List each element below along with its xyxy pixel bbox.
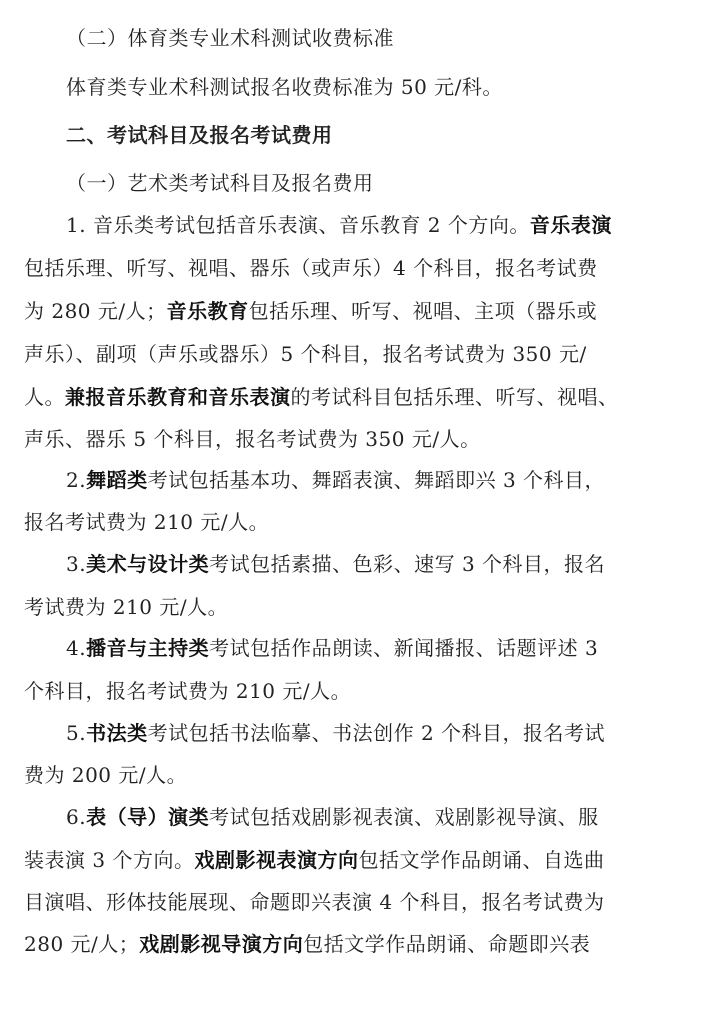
music-education-fee-end: 人。 [24,385,65,409]
drama-paragraph-line-2 [24,846,686,874]
art-subjects: 考试包括素描、色彩、速写 3 个科目，报名 [209,552,606,576]
drama-directing-term: 戏剧影视导演方向 [139,932,304,956]
calligraphy-subjects: 考试包括书法临摹、书法创作 2 个科目，报名考试 [147,721,606,745]
section-2-heading: 二、考试科目及报名考试费用 [66,123,333,147]
music-education-term: 音乐教育 [166,299,249,323]
music-paragraph-line-5 [24,383,686,411]
dance-paragraph-line-1 [66,466,686,494]
broadcast-number: 4. [66,636,87,660]
calligraphy-number: 5. [66,721,87,745]
art-number: 3. [66,552,87,576]
music-both-term: 兼报音乐教育和音乐表演 [65,385,291,409]
drama-acting-subjects: 包括文学作品朗诵、自选曲 [358,848,605,872]
drama-paragraph-line-3: 目演唱、形体技能展现、命题即兴表演 4 个科目，报名考试费为 [24,890,605,914]
calligraphy-paragraph-line-1 [66,719,686,747]
drama-costume-direction: 装表演 3 个方向。 [24,848,195,872]
art-paragraph-line-2: 考试费为 210 元/人。 [24,595,229,619]
music-paragraph-line-2: 包括乐理、听写、视唱、器乐（或声乐）4 个科目，报名考试费 [24,256,598,280]
drama-acting-fee: 280 元/人； [24,932,140,956]
sports-fee-heading: （二）体育类专业术科测试收费标准 [66,26,394,50]
art-title: 美术与设计类 [86,552,210,576]
art-paragraph-line-1 [66,550,686,578]
dance-number: 2. [66,468,87,492]
dance-subjects: 考试包括基本功、舞蹈表演、舞蹈即兴 3 个科目， [147,468,606,492]
music-education-subjects: 包括乐理、听写、视唱、主项（器乐或 [248,299,598,323]
drama-paragraph-line-4 [24,930,686,958]
broadcast-title: 播音与主持类 [86,636,210,660]
drama-directions: 考试包括戏剧影视表演、戏剧影视导演、服 [209,805,599,829]
calligraphy-title: 书法类 [86,721,148,745]
drama-title: 表（导）演类 [86,805,210,829]
drama-directing-subjects: 包括文学作品朗诵、命题即兴表 [303,932,591,956]
drama-paragraph-line-1 [66,803,686,831]
music-paragraph-line-1 [66,211,686,239]
music-both-subjects: 的考试科目包括乐理、听写、视唱、 [290,385,619,409]
music-performance-term: 音乐表演 [529,213,612,237]
calligraphy-paragraph-line-2: 费为 200 元/人。 [24,763,188,787]
sports-fee-line: 体育类专业术科测试报名收费标准为 50 元/科。 [66,75,503,99]
broadcast-subjects: 考试包括作品朗读、新闻播报、话题评述 3 [209,636,599,660]
drama-acting-term: 戏剧影视表演方向 [194,848,359,872]
dance-paragraph-line-2: 报名考试费为 210 元/人。 [24,510,270,534]
drama-number: 6. [66,805,87,829]
broadcast-paragraph-line-1 [66,634,686,662]
broadcast-paragraph-line-2: 个科目，报名考试费为 210 元/人。 [24,679,352,703]
music-performance-fee: 为 280 元/人； [24,299,167,323]
music-paragraph-line-4: 声乐）、副项（声乐或器乐）5 个科目，报名考试费为 350 元/ [24,342,587,366]
art-exam-subheading: （一）艺术类考试科目及报名费用 [66,171,374,195]
music-paragraph-line-6: 声乐、器乐 5 个科目，报名考试费为 350 元/人。 [24,427,481,451]
music-intro: 1. 音乐类考试包括音乐表演、音乐教育 2 个方向。 [66,213,530,237]
dance-title: 舞蹈类 [86,468,148,492]
music-paragraph-line-3 [24,297,686,325]
